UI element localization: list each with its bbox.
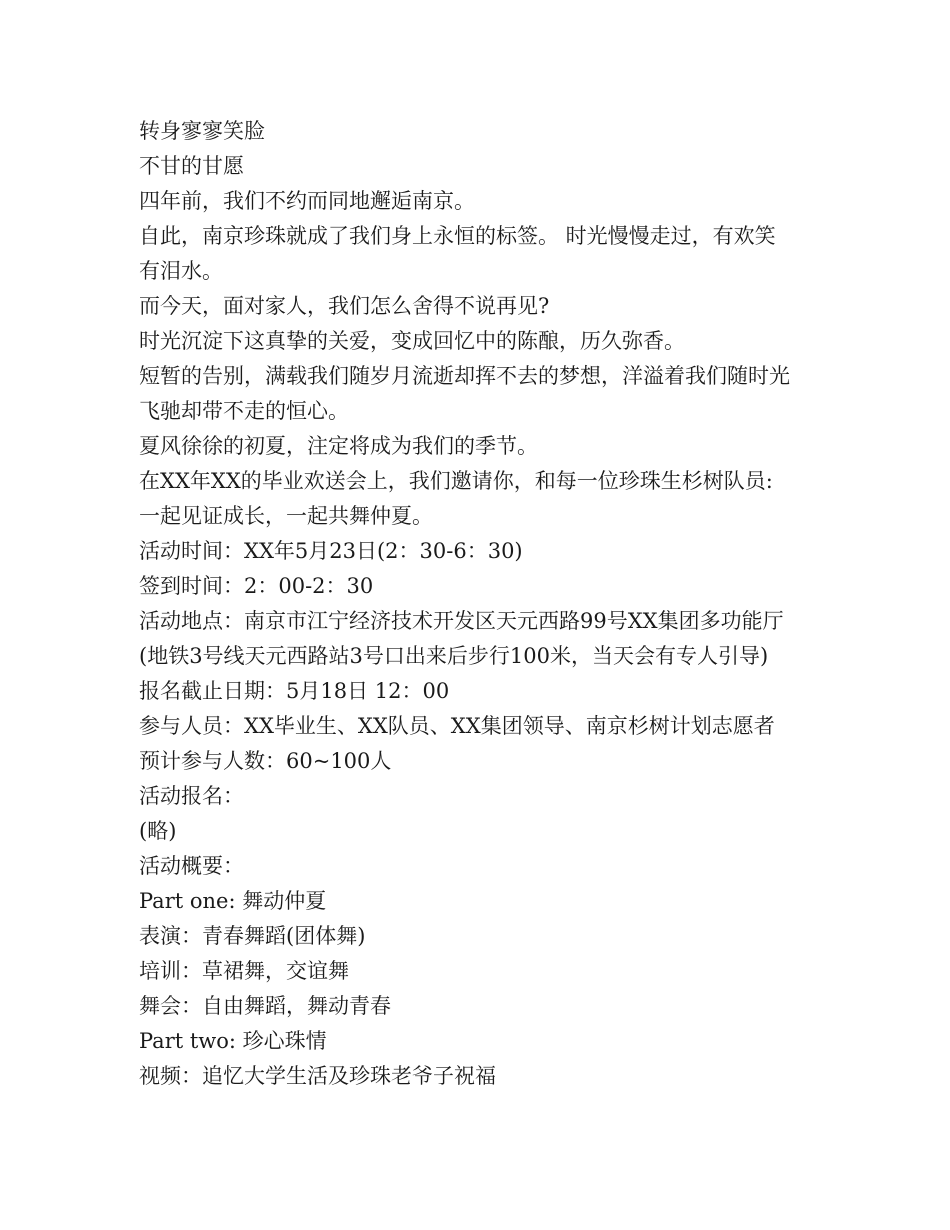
- checkin-time: 签到时间：2：00-2：30: [139, 574, 374, 598]
- text-line: 视频：追忆大学生活及珍珠老爷子祝福: [139, 1064, 496, 1088]
- text-line: 而今天，面对家人，我们怎么舍得不说再见?: [139, 294, 550, 318]
- part-two-heading: Part two: 珍心珠情: [139, 1029, 327, 1053]
- text-line: 不甘的甘愿: [139, 154, 244, 178]
- text-line: 自此，南京珍珠就成了我们身上永恒的标签。 时光慢慢走过，有欢笑: [139, 224, 776, 248]
- text-line: 转身寥寥笑脸: [139, 119, 265, 143]
- event-location: 活动地点：南京市江宁经济技术开发区天元西路99号XX集团多功能厅: [139, 609, 784, 633]
- text-line: 在XX年XX的毕业欢送会上，我们邀请你，和每一位珍珠生杉树队员:: [139, 469, 773, 493]
- text-line: 一起见证成长，一起共舞仲夏。: [139, 504, 433, 528]
- text-line: 时光沉淀下这真挚的关爱，变成回忆中的陈酿，历久弥香。: [139, 329, 685, 353]
- document-body: [139, 114, 829, 1094]
- participants: 参与人员：XX毕业生、XX队员、XX集团领导、南京杉树计划志愿者: [139, 714, 775, 738]
- location-directions: (地铁3号线天元西路站3号口出来后步行100米，当天会有专人引导): [139, 644, 769, 668]
- part-one-heading: Part one: 舞动仲夏: [139, 889, 327, 913]
- text-line: 夏风徐徐的初夏，注定将成为我们的季节。: [139, 434, 538, 458]
- text-line: 舞会：自由舞蹈，舞动青春: [139, 994, 391, 1018]
- text-line: 四年前，我们不约而同地邂逅南京。: [139, 189, 475, 213]
- text-line: 短暂的告别，满载我们随岁月流逝却挥不去的梦想，洋溢着我们随时光: [139, 364, 790, 388]
- expected-attendance: 预计参与人数：60~100人: [139, 749, 392, 773]
- overview-heading: 活动概要：: [139, 854, 244, 878]
- text-line: 有泪水。: [139, 259, 223, 283]
- text-line: 表演：青春舞蹈(团体舞): [139, 924, 366, 948]
- event-time: 活动时间：XX年5月23日(2：30-6：30): [139, 539, 523, 563]
- registration-heading: 活动报名：: [139, 784, 244, 808]
- text-line: 培训：草裙舞，交谊舞: [139, 959, 349, 983]
- text-line: 飞驰却带不走的恒心。: [139, 399, 349, 423]
- registration-deadline: 报名截止日期：5月18日 12：00: [139, 679, 450, 703]
- registration-omitted: (略): [139, 819, 177, 843]
